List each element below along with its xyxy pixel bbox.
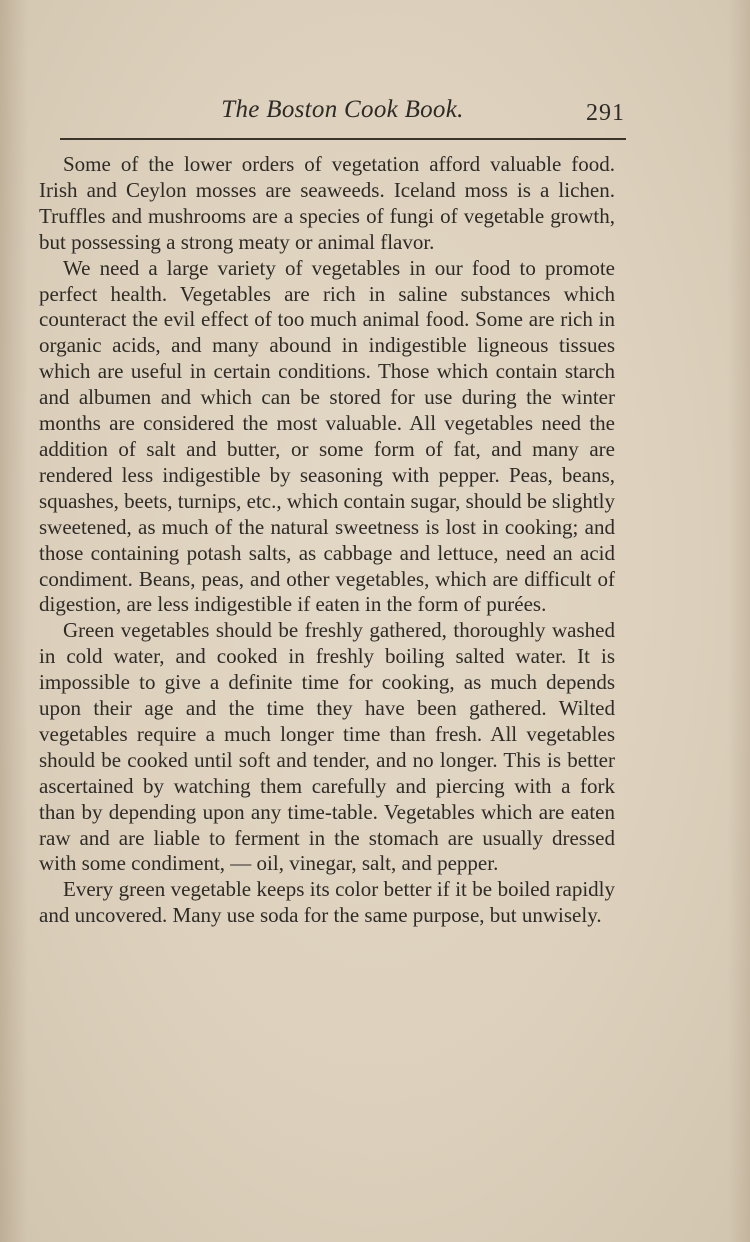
book-title: The Boston Cook Book. (221, 96, 464, 123)
paragraph-green-vegetables: Green vegetables should be freshly gathered, thoroughly washed in cold water, and cooked in freshly boiling salted water. It is impossible to give a definite time for cooking, as much depends upon their age and the time they have been gathered. Wilted vegetables require a much longer time than fresh. All vegetables should be cooked until soft and tender, and no longer. This is better ascertained by watching them carefully and piercing with a fork than by depending upon any time-table. Vegetables which are eaten raw and are liable to ferment in the stomach are usually dressed with some condiment, — oil, vinegar, salt, and pepper. (39, 618, 615, 876)
page-number: 291 (586, 100, 625, 126)
page-edge-shadow-left (0, 0, 28, 1242)
header-rule (60, 138, 626, 140)
body-text (39, 152, 615, 929)
running-header (60, 96, 625, 136)
paragraph-variety-of-vegetables: We need a large variety of vegetables in our food to promote perfect health. Vegetables are rich in saline substances which counteract the evil effect of too much animal food. Some are rich in organic acids, and many abound in indigestible ligneous tissues which are useful in certain conditions. Those which contain starch and albumen and which can be stored for use during the winter months are considered the most valuable. All vegetables need the addition of salt and butter, or some form of fat, and many are rendered less indigestible by seasoning with pepper. Peas, beans, squashes, beets, turnips, etc., which contain sugar, should be slightly sweetened, as much of the natural sweetness is lost in cooking; and those containing potash salts, as cabbage and lettuce, need an acid condiment. Beans, peas, and other vegetables, which are difficult of digestion, are less indigestible if eaten in the form of purées. (39, 255, 615, 617)
page-edge-shadow-right (728, 0, 750, 1242)
paragraph-color: Every green vegetable keeps its color better if it be boiled rapidly and uncovered. Many use soda for the same purpose, but unwisely. (39, 877, 615, 928)
paragraph-lower-orders: Some of the lower orders of vegetation afford valuable food. Irish and Ceylon mosses are seaweeds. Iceland moss is a lichen. Truffles and mushrooms are a species of fungi of vegetable growth, but possessing a strong meaty or animal flavor. (39, 152, 615, 254)
